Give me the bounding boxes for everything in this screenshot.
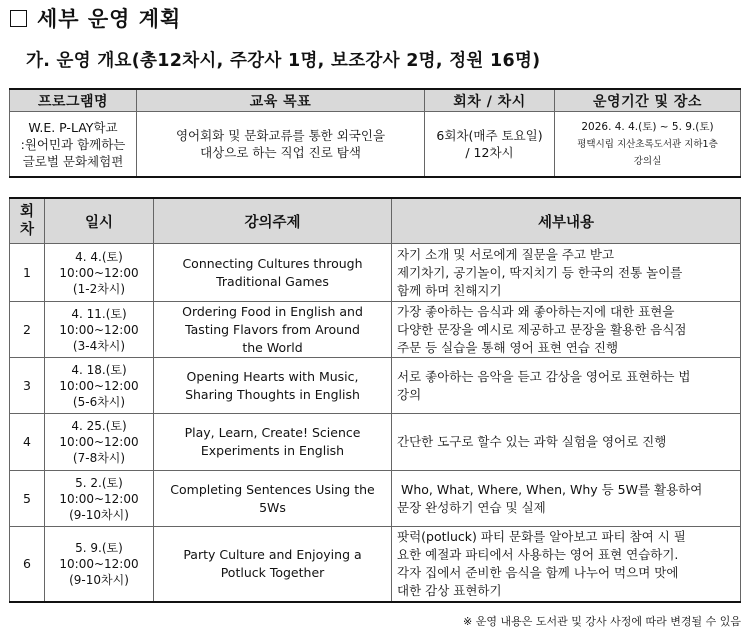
session-period: (9-10차시)	[69, 507, 129, 522]
topic-line: Tasting Flavors from Around	[185, 321, 360, 337]
session-date: 4. 11.(토)	[71, 306, 127, 321]
place-line-2: 강의실	[633, 155, 662, 167]
topic-line: Ordering Food in English and	[182, 303, 363, 319]
detail-line: 서로 좋아하는 음악을 듣고 감상을 영어로 표현하는 법	[397, 368, 691, 384]
schedule-body	[10, 244, 741, 602]
session-number: 5	[10, 471, 45, 527]
session-number: 1	[10, 244, 45, 302]
page-heading-text: 세부 운영 계획	[37, 7, 182, 31]
session-date: 4. 4.(토)	[75, 249, 123, 264]
period-text: 2026. 4. 4.(토) ~ 5. 9.(토)	[581, 120, 714, 133]
detail-line: 강의	[397, 386, 422, 402]
overview-row	[10, 112, 741, 178]
detail-line: 가장 좋아하는 음식과 왜 좋아하는지에 대한 표현을	[397, 303, 675, 319]
session-datetime	[45, 358, 154, 414]
overview-header-sessions: 회차 / 차시	[425, 89, 555, 112]
session-period: (1-2차시)	[72, 281, 126, 296]
topic-line: Traditional Games	[216, 273, 329, 289]
detail-line: 각자 집에서 준비한 음식을 함께 나누어 먹으며 맛에	[397, 564, 679, 580]
period-cell	[555, 112, 741, 178]
overview-header-program: 프로그램명	[10, 89, 137, 112]
footnote: ※ 운영 내용은 도서관 및 강사 사정에 따라 변경될 수 있음	[463, 615, 741, 628]
topic-line: the World	[242, 339, 303, 355]
topic-line: Potluck Together	[220, 564, 325, 580]
session-topic	[154, 527, 392, 602]
topic-line: Connecting Cultures through	[182, 255, 363, 271]
session-period: (9-10차시)	[69, 572, 129, 587]
schedule-row	[10, 302, 741, 358]
detail-line: 팟럭(potluck) 파티 문화를 알아보고 파티 참여 시 필	[397, 528, 686, 544]
detail-line: 간단한 도구로 할수 있는 과학 실험을 영어로 진행	[397, 434, 667, 449]
topic-line: Party Culture and Enjoying a	[183, 546, 362, 562]
overview-table	[9, 88, 741, 178]
session-topic	[154, 358, 392, 414]
sessions-cell: 6회차(매주 토요일) / 12차시	[425, 112, 555, 178]
session-detail	[392, 244, 741, 302]
session-detail	[392, 414, 741, 471]
detail-line: 요한 예절과 파티에서 사용하는 영어 표현 연습하기.	[397, 546, 679, 562]
topic-line: Completing Sentences Using the	[170, 481, 375, 497]
session-date: 4. 18.(토)	[71, 362, 127, 377]
detail-line: 자기 소개 및 서로에게 질문을 주고 받고	[397, 246, 615, 262]
session-detail	[392, 471, 741, 527]
session-period: (5-6차시)	[72, 394, 126, 409]
schedule-row	[10, 527, 741, 602]
session-date: 5. 2.(토)	[75, 475, 123, 490]
detail-line: 함께 하며 친해지기	[397, 282, 502, 298]
session-number: 3	[10, 358, 45, 414]
detail-line: Who, What, Where, When, Why 등 5W를 활용하여	[397, 481, 703, 497]
session-topic	[154, 244, 392, 302]
session-date: 4. 25.(토)	[71, 419, 127, 433]
overview-header-row	[10, 89, 741, 112]
schedule-row	[10, 244, 741, 302]
detail-line: 다양한 문장을 예시로 제공하고 문장을 활용한 음식점	[397, 321, 687, 337]
session-detail	[392, 527, 741, 602]
session-datetime	[45, 414, 154, 471]
session-datetime	[45, 244, 154, 302]
session-topic	[154, 414, 392, 471]
session-time: 10:00~12:00	[59, 378, 139, 393]
schedule-row	[10, 358, 741, 414]
schedule-header-no: 회차	[10, 198, 45, 244]
schedule-row	[10, 414, 741, 471]
session-detail	[392, 358, 741, 414]
session-number: 4	[10, 414, 45, 471]
session-number: 6	[10, 527, 45, 602]
session-time: 10:00~12:00	[59, 435, 139, 449]
session-period: (7-8차시)	[72, 451, 126, 465]
session-date: 5. 9.(토)	[75, 540, 123, 555]
overview-subheading: 가. 운영 개요(총12차시, 주강사 1명, 보조강사 2명, 정원 16명)	[26, 51, 541, 71]
schedule-table	[9, 197, 741, 603]
session-time: 10:00~12:00	[59, 491, 139, 506]
topic-line: Sharing Thoughts in English	[185, 386, 360, 402]
session-detail	[392, 302, 741, 358]
detail-line: 제기차기, 공기놀이, 딱지치기 등 한국의 전통 놀이를	[397, 264, 683, 280]
session-datetime	[45, 527, 154, 602]
session-number: 2	[10, 302, 45, 358]
topic-line: Play, Learn, Create! Science	[184, 425, 361, 440]
schedule-header-detail: 세부내용	[392, 198, 741, 244]
schedule-header-date: 일시	[45, 198, 154, 244]
topic-line: Experiments in English	[200, 443, 345, 458]
schedule-header-row	[10, 198, 741, 244]
page-heading	[6, 3, 181, 33]
overview-header-period: 운영기간 및 장소	[555, 89, 741, 112]
topic-line: Opening Hearts with Music,	[186, 368, 359, 384]
detail-line: 문장 완성하기 연습 및 실제	[397, 499, 546, 515]
schedule-row	[10, 471, 741, 527]
session-topic	[154, 302, 392, 358]
goal-cell: 영어회화 및 문화교류를 통한 외국인을 대상으로 하는 직업 진로 탐색	[137, 112, 425, 178]
session-time: 10:00~12:00	[59, 556, 139, 571]
overview-header-goal: 교육 목표	[137, 89, 425, 112]
schedule-header-topic: 강의주제	[154, 198, 392, 244]
detail-line: 대한 감상 표현하기	[397, 582, 502, 598]
session-period: (3-4차시)	[72, 338, 126, 353]
session-datetime	[45, 471, 154, 527]
topic-line: 5Ws	[259, 499, 286, 515]
session-datetime	[45, 302, 154, 358]
session-time: 10:00~12:00	[59, 265, 139, 280]
detail-line: 주문 등 실습을 통해 영어 표현 연습 진행	[397, 339, 619, 355]
square-bullet-icon	[10, 10, 27, 27]
program-name-cell: W.E. P-LAY학교 :원어민과 함께하는 글로벌 문화체험편	[10, 112, 137, 178]
session-time: 10:00~12:00	[59, 322, 139, 337]
place-line-1: 평택시립 지산초록도서관 지하1층	[577, 138, 718, 150]
session-topic	[154, 471, 392, 527]
